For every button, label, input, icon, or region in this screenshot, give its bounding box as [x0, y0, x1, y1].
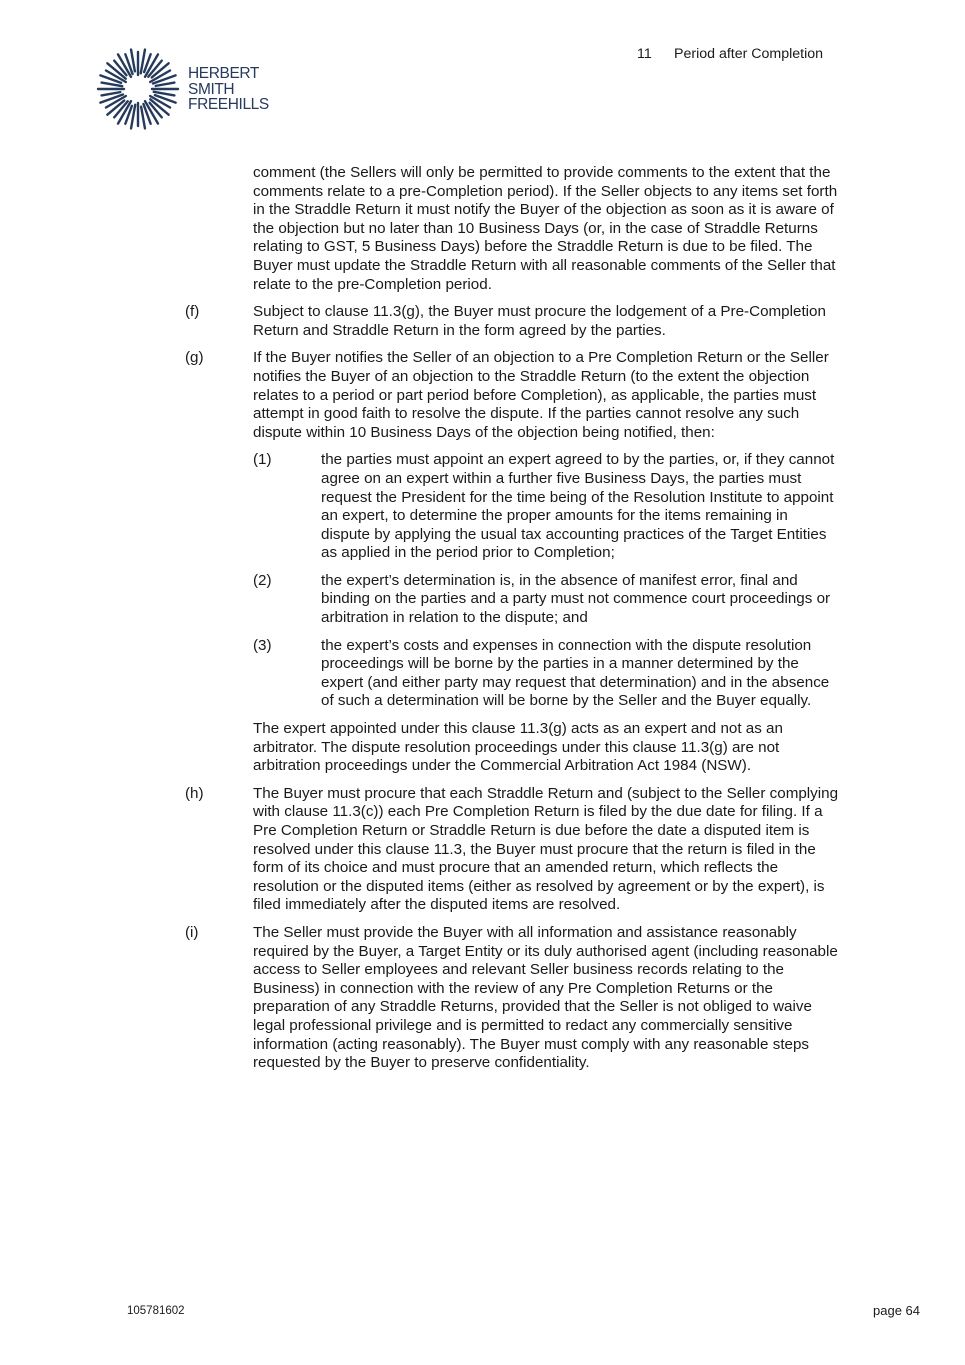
logo-line-3: FREEHILLS	[188, 96, 269, 113]
clause-g-closing-paragraph: The expert appointed under this clause 11.3(g) acts as an expert and not as an arbitrator. The dispute resolution proceedings under this clause 11.3(g) are not arbitration proceedings under the Commercial Arbitration Act 1984 (NSW).	[253, 720, 783, 775]
logo-ray	[102, 92, 121, 95]
subclause-item-1	[253, 451, 840, 563]
subclause-item-3	[253, 637, 840, 711]
running-header	[637, 46, 823, 62]
clause-label: (f)	[185, 303, 200, 321]
subclause-text: the expert’s determination is, in the absence of manifest error, final and binding on the parties and a party must not commence court proceedings or arbitration in relation to the dispute; and	[321, 571, 831, 627]
continuation-paragraph: comment (the Sellers will only be permitted to provide comments to the extent that the comments relate to a pre-Completion period). If the Seller objects to any items set forth in the Straddle Return it must notify the Buyer of the objection as soon as it is aware of the objection but no later than 10 Business Days (or, in the case of Straddle Returns relating to GST, 5 Business Days) before the Straddle Return is due to be filed. The Buyer must update the Straddle Return with all reasonable comments of the Seller that relate to the pre-Completion period.	[253, 164, 838, 293]
subclause-text: the parties must appoint an expert agreed to by the parties, or, if they cannot agree on an expert within a further five Business Days, the parties must request the President for the time being of the Resolution Institute to appoint an expert, to determine the proper amounts for the items remaining in dispute by applying the usual tax accounting practices of the Target Entities as applied in the period prior to Completion;	[321, 451, 835, 562]
logo-ray	[156, 83, 175, 86]
subclause-label: (2)	[253, 571, 272, 589]
document-body	[185, 164, 840, 1082]
document-id: 105781602	[127, 1305, 185, 1317]
logo-line-2: SMITH	[188, 80, 235, 98]
clause-item-g	[185, 349, 840, 442]
company-logo-icon	[96, 47, 180, 136]
clause-item-h	[185, 785, 840, 915]
subclause-label: (1)	[253, 451, 272, 469]
logo-line-1: HERBERT	[188, 65, 259, 82]
clause-item-f	[185, 303, 840, 340]
subclause-item-2	[253, 572, 840, 628]
clause-text: The Buyer must procure that each Straddle Return and (subject to the Seller complying with clause 11.3(c)) each Pre Completion Return is filed by the due date for filing. If a Pre Completion Return or Straddle Return is due before the date a disputed item is resolved under this clause 11.3, the Buyer must procure that the return is filed in the form of its choice and must procure that an amended return, which reflects the resolution or the disputed items (either as resolved by agreement or by the expert), is filed immediately after the disputed items are resolved.	[253, 784, 839, 914]
clause-label: (g)	[185, 349, 204, 367]
clause-text: If the Buyer notifies the Seller of an objection to a Pre Completion Return or the Seller notifies the Buyer of an objection to the Straddle Return (to the extent the objection relates to a period or part period before Completion), as applicable, the parties must attempt in good faith to resolve the dispute. If the parties cannot resolve any such dispute within 10 Business Days of the objection being notified, then:	[253, 349, 829, 441]
section-title: Period after Completion	[674, 46, 824, 62]
clause-text: The Seller must provide the Buyer with all information and assistance reasonably required by the Buyer, a Target Entity or its duly authorised agent (including reasonable access to Seller employees and relevant Seller business records relating to the Business) in connection with the review of any Pre Completion Returns or the preparation of any Straddle Returns, provided that the Seller is not obliged to waive legal professional privilege and is permitted to redact any commercially sensitive information (acting reasonably). The Buyer must comply with any reasonable steps requested by the Buyer to preserve confidentiality.	[253, 923, 838, 1072]
clause-item-i	[185, 924, 840, 1073]
subclause-text: the expert’s costs and expenses in connection with the dispute resolution proceedings will be borne by the parties in a manner determined by the expert (and either party may request that determination) and in the absence of such a determination will be borne by the Seller and the Buyer equally.	[321, 636, 830, 710]
subclause-label: (3)	[253, 636, 272, 654]
clause-label: (h)	[185, 784, 204, 802]
clause-label: (i)	[185, 923, 199, 941]
page-number: page 64	[873, 1303, 920, 1318]
clause-text: Subject to clause 11.3(g), the Buyer must procure the lodgement of a Pre-Completion Return and Straddle Return in the form agreed by the parties.	[253, 303, 826, 339]
section-number: 11	[637, 46, 652, 62]
company-logo-text	[188, 66, 269, 113]
